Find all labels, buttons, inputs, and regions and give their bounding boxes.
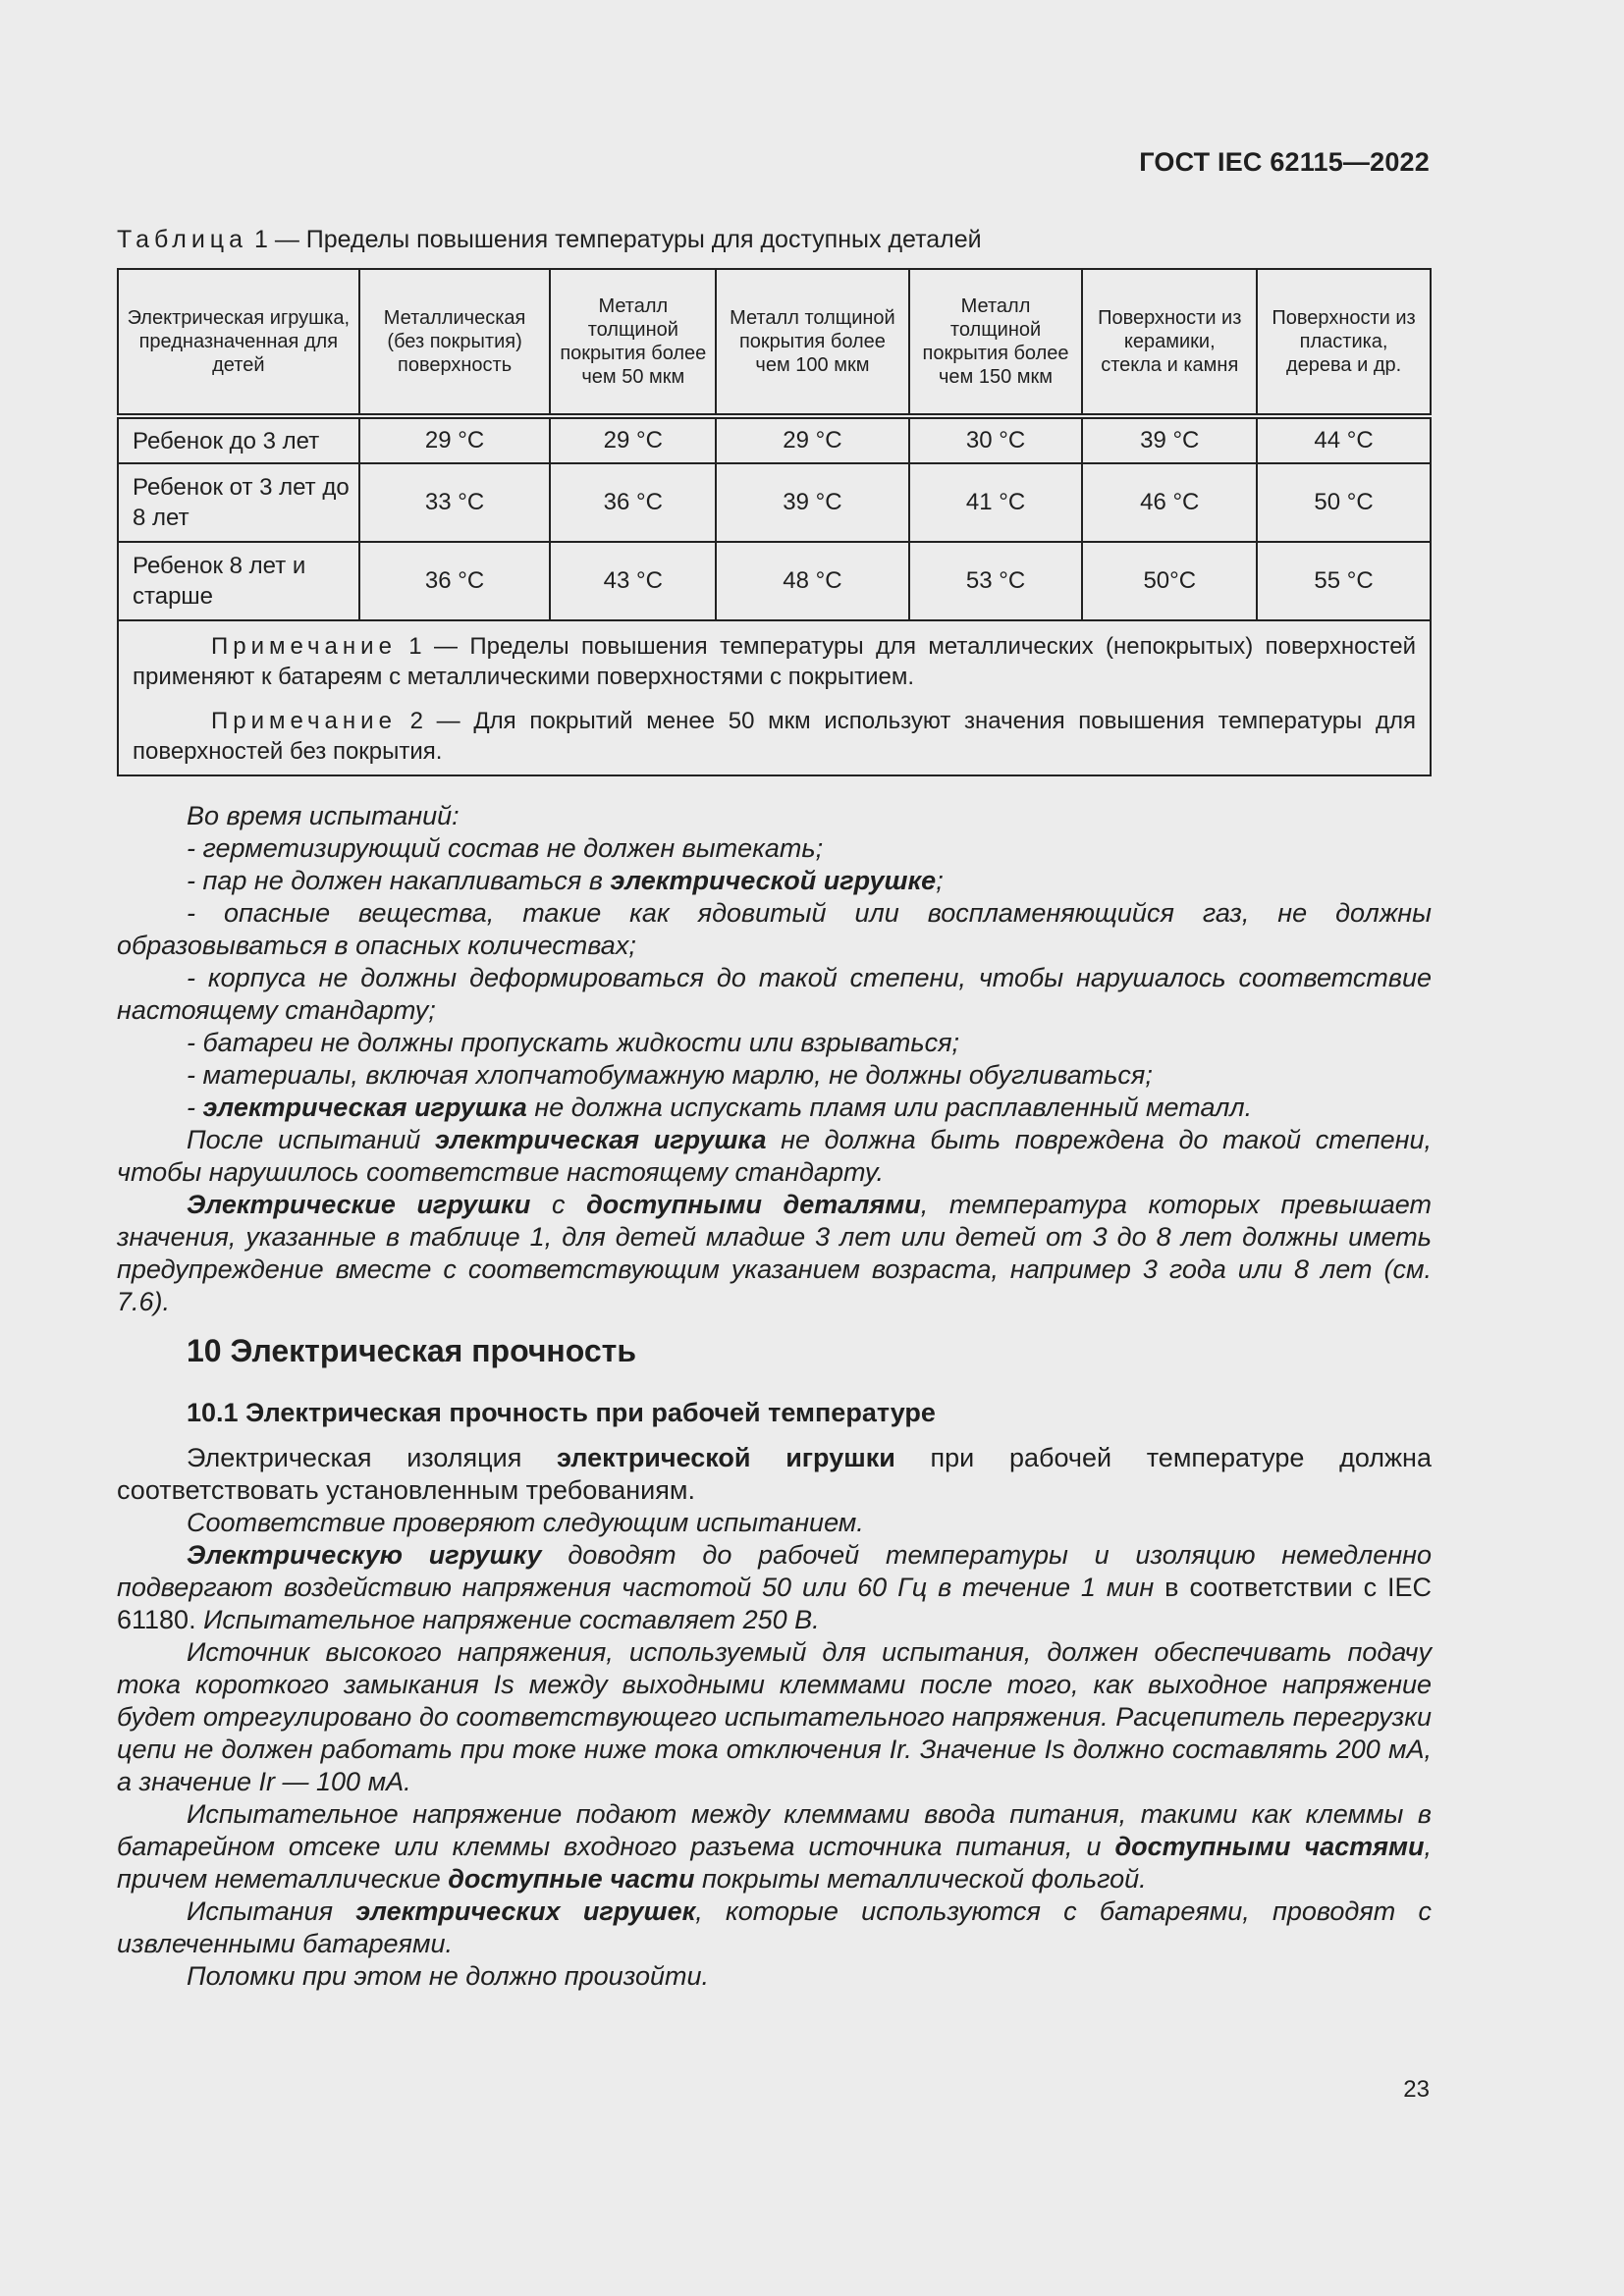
term: электрическая игрушка bbox=[202, 1093, 527, 1122]
list-item: - материалы, включая хлопчатобумажную марлю, не должны обугливаться; bbox=[187, 1060, 1153, 1090]
text-run: Электрическая изоляция bbox=[187, 1443, 558, 1472]
text-run: не должна испускать пламя или расплавленный металл. bbox=[526, 1093, 1253, 1122]
section-heading: 10 Электрическая прочность bbox=[187, 1333, 636, 1368]
term: электрических игрушек bbox=[355, 1896, 696, 1926]
cell-value: 29 °C bbox=[716, 416, 909, 463]
table-row bbox=[118, 463, 1431, 542]
note-label: Примечание bbox=[211, 708, 397, 734]
text-run: в соответствии с IEC 61180. bbox=[117, 1573, 1432, 1634]
row-label: Ребенок до 3 лет bbox=[118, 416, 359, 463]
list-item bbox=[117, 865, 1432, 897]
header-cell: Металл толщиной покрытия более чем 50 мкм bbox=[550, 269, 716, 416]
cell-value: 46 °C bbox=[1082, 463, 1257, 542]
term: доступными деталями bbox=[586, 1190, 921, 1219]
text-run: , которые используются с батареями, проводят с извлеченными батареями. bbox=[117, 1896, 1433, 1958]
table-notes bbox=[118, 620, 1431, 775]
term: Электрические игрушки bbox=[187, 1190, 531, 1219]
section-10-1-body bbox=[117, 1442, 1432, 1993]
list-item: - опасные вещества, такие как ядовитый или воспламеняющийся газ, не должны образовываться в опасных количествах; bbox=[117, 898, 1432, 960]
text-run: доводят до рабочей температуры и изоляцию немедленно подвергают воздействию напряжения частотой 50 или 60 Гц в течение 1 мин bbox=[117, 1540, 1432, 1602]
term: доступные части bbox=[448, 1864, 695, 1894]
cell-value: 39 °C bbox=[1082, 416, 1257, 463]
cell-value: 29 °C bbox=[359, 416, 551, 463]
table-caption bbox=[117, 226, 982, 254]
cell-value: 33 °C bbox=[359, 463, 551, 542]
term: электрической игрушке bbox=[610, 866, 937, 895]
row-label: Ребенок от 3 лет до 8 лет bbox=[118, 463, 359, 542]
note-1 bbox=[133, 631, 1416, 692]
paragraph: Поломки при этом не должно произойти. bbox=[187, 1961, 709, 1991]
note-text: 2 — Для покрытий менее 50 мкм используют значения повышения температуры для поверхностей без покрытия. bbox=[133, 708, 1416, 765]
paragraph bbox=[117, 1896, 1432, 1960]
cell-value: 39 °C bbox=[716, 463, 909, 542]
table-header-row bbox=[118, 269, 1431, 416]
paragraph: Источник высокого напряжения, используемый для испытания, должен обеспечивать подачу тока короткого замыкания Is между выходными клеммами после того, как выходное напряжение будет отрегулировано до соответствующего испытательного напряжения. Расцепитель перегрузки цепи не должен работать при токе ниже тока отключения Ir. Значение Is должно составлять 200 мА, а значение Ir — 100 мА. bbox=[117, 1637, 1432, 1796]
text-run: при рабочей температуре должна соответствовать установленным требованиям. bbox=[117, 1443, 1432, 1505]
paragraph: Во время испытаний: bbox=[187, 801, 460, 830]
note-text: 1 — Пределы повышения температуры для металлических (непокрытых) поверхностей применяют к батареям с металлическими поверхностями с покрытием. bbox=[133, 633, 1416, 690]
list-item: - батареи не должны пропускать жидкости или взрываться; bbox=[187, 1028, 960, 1057]
text-run: Испытательное напряжение подают между клеммами ввода питания, такими как клеммы в батарейном отсеке или клеммы входного разъема источника питания, и bbox=[117, 1799, 1432, 1861]
cell-value: 55 °C bbox=[1257, 542, 1431, 620]
term: электрической игрушки bbox=[557, 1443, 895, 1472]
header-cell: Поверхности из керамики, стекла и камня bbox=[1082, 269, 1257, 416]
term: Электрическую игрушку bbox=[187, 1540, 542, 1570]
paragraph bbox=[117, 1189, 1432, 1318]
text-run: После испытаний bbox=[187, 1125, 435, 1154]
cell-value: 30 °C bbox=[909, 416, 1083, 463]
cell-value: 48 °C bbox=[716, 542, 909, 620]
text-run: , причем неметаллические bbox=[117, 1832, 1432, 1894]
paragraph bbox=[117, 1442, 1432, 1507]
cell-value: 29 °C bbox=[550, 416, 716, 463]
paragraph bbox=[117, 1124, 1432, 1189]
table-row bbox=[118, 416, 1431, 463]
paragraph bbox=[117, 1539, 1432, 1636]
table-row bbox=[118, 542, 1431, 620]
list-item: - корпуса не должны деформироваться до такой степени, чтобы нарушалось соответствие настоящему стандарту; bbox=[117, 963, 1432, 1025]
text-run: с bbox=[530, 1190, 587, 1219]
temperature-limits-table bbox=[117, 268, 1432, 776]
text-run: - bbox=[187, 1093, 203, 1122]
table-notes-row bbox=[118, 620, 1431, 775]
subsection-heading: 10.1 Электрическая прочность при рабочей температуре bbox=[187, 1398, 936, 1427]
header-cell: Металл толщиной покрытия более чем 150 мкм bbox=[909, 269, 1083, 416]
note-2 bbox=[133, 706, 1416, 767]
header-cell: Поверхности из пластика, дерева и др. bbox=[1257, 269, 1431, 416]
term: электрическая игрушка bbox=[434, 1125, 767, 1154]
cell-value: 44 °C bbox=[1257, 416, 1431, 463]
list-item: - герметизирующий состав не должен вытекать; bbox=[187, 833, 824, 863]
cell-value: 53 °C bbox=[909, 542, 1083, 620]
text-run: Испытания bbox=[187, 1896, 356, 1926]
cell-value: 41 °C bbox=[909, 463, 1083, 542]
test-requirements bbox=[117, 800, 1432, 1318]
term: доступными частями bbox=[1114, 1832, 1425, 1861]
note-label: Примечание bbox=[211, 633, 397, 660]
page-number: 23 bbox=[1403, 2076, 1430, 2103]
paragraph: Соответствие проверяют следующим испытанием. bbox=[187, 1508, 864, 1537]
text-run: ; bbox=[936, 866, 944, 895]
text-run: - пар не должен накапливаться в bbox=[187, 866, 611, 895]
text-run: не должна быть повреждена до такой степени, чтобы нарушилось соответствие настоящему стандарту. bbox=[117, 1125, 1432, 1187]
cell-value: 50°C bbox=[1082, 542, 1257, 620]
cell-value: 36 °C bbox=[359, 542, 551, 620]
text-run: покрыты металлической фольгой. bbox=[694, 1864, 1147, 1894]
table-caption-label: Таблица bbox=[117, 226, 248, 253]
header-cell: Электрическая игрушка, предназначенная для детей bbox=[118, 269, 359, 416]
row-label: Ребенок 8 лет и старше bbox=[118, 542, 359, 620]
text-run: Испытательное напряжение составляет 250 В. bbox=[203, 1605, 820, 1634]
header-cell: Металл толщиной покрытия более чем 100 мкм bbox=[716, 269, 909, 416]
cell-value: 36 °C bbox=[550, 463, 716, 542]
header-cell: Металлическая (без покрытия) поверхность bbox=[359, 269, 551, 416]
document-header: ГОСТ IEC 62115—2022 bbox=[1139, 147, 1430, 177]
cell-value: 50 °C bbox=[1257, 463, 1431, 542]
text-run: , температура которых превышает значения, указанные в таблице 1, для детей младше 3 лет или детей от 3 до 8 лет должны иметь предупреждение вместе с соответствующим указанием возраста, например 3 года или 8 лет (см. 7.6). bbox=[117, 1190, 1432, 1316]
paragraph bbox=[117, 1798, 1432, 1896]
table-caption-text: 1 — Пределы повышения температуры для доступных деталей bbox=[253, 226, 982, 253]
list-item bbox=[117, 1092, 1432, 1124]
cell-value: 43 °C bbox=[550, 542, 716, 620]
